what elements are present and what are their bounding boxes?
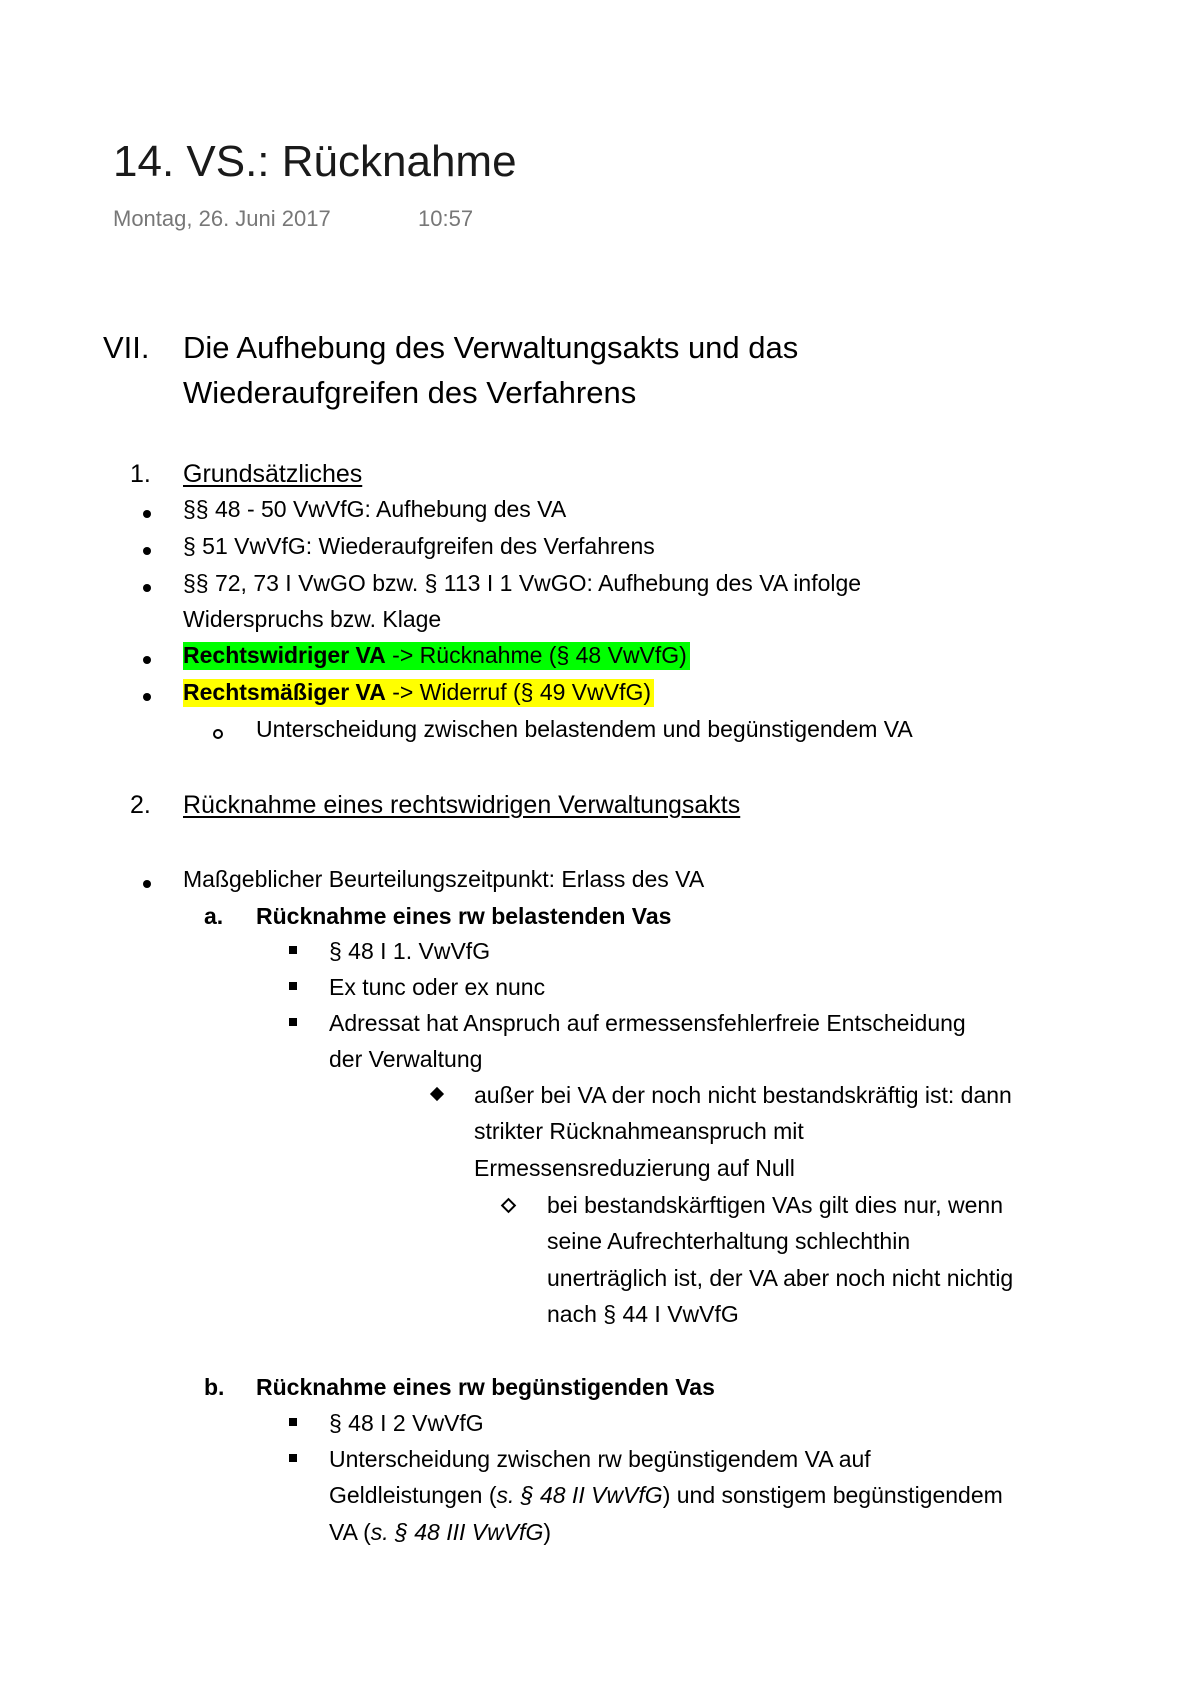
highlight-bold-label: Rechtswidriger VA <box>183 642 386 668</box>
list-item: § 48 I 2 VwVfG <box>329 1410 484 1436</box>
bullet-square-icon <box>289 1018 297 1026</box>
page-date: Montag, 26. Juni 2017 <box>113 206 331 231</box>
part1-heading: Grundsätzliches <box>183 460 363 488</box>
list-item: § 48 I 1. VwVfG <box>329 938 491 964</box>
bullet-dot-icon <box>143 693 151 701</box>
highlight-rechtswidrig <box>183 642 690 670</box>
list-item-continuation: Ermessensreduzierung auf Null <box>474 1155 795 1181</box>
list-item: §§ 72, 73 I VwGO bzw. § 113 I 1 VwGO: Aufhebung des VA infolge <box>183 570 862 596</box>
bullet-dot-icon <box>143 584 151 592</box>
part2-number: 2. <box>130 791 151 819</box>
list-item: § 51 VwVfG: Wiederaufgreifen des Verfahrens <box>183 533 655 559</box>
citation-italic: s. § 48 II VwVfG <box>496 1482 663 1508</box>
section-title-line1: Die Aufhebung des Verwaltungsakts und das <box>183 330 799 365</box>
bullet-dot-icon <box>143 656 151 664</box>
list-item: Unterscheidung zwischen rw begünstigendem VA auf <box>329 1446 871 1472</box>
list-item-continuation: nach § 44 I VwVfG <box>547 1301 739 1327</box>
bullet-diamond-icon <box>430 1087 444 1101</box>
list-item-continuation <box>329 1519 551 1547</box>
list-item: Maßgeblicher Beurteilungszeitpunkt: Erlass des VA <box>183 866 705 892</box>
bullet-square-icon <box>289 946 297 954</box>
highlight-rechtsmaessig <box>183 679 654 707</box>
bullet-diamond-outline-icon <box>501 1198 517 1214</box>
subsection-b-heading: Rücknahme eines rw begünstigenden Vas <box>256 1374 715 1400</box>
list-item: Ex tunc oder ex nunc <box>329 974 546 1000</box>
bullet-circle-icon <box>213 729 223 739</box>
list-item-continuation <box>329 1482 1003 1510</box>
text-segment: ) <box>543 1519 552 1545</box>
highlight-bold-label: Rechtsmäßiger VA <box>183 679 386 705</box>
list-item-continuation: der Verwaltung <box>329 1046 483 1072</box>
list-item: §§ 48 - 50 VwVfG: Aufhebung des VA <box>183 496 567 522</box>
bullet-dot-icon <box>143 510 151 518</box>
page-time: 10:57 <box>418 206 474 231</box>
list-item-continuation: seine Aufrechterhaltung schlechthin <box>547 1228 911 1254</box>
text-segment: ) und sonstigem begünstigendem <box>662 1482 1003 1508</box>
part2-heading: Rücknahme eines rechtswidrigen Verwaltungsakts <box>183 791 741 819</box>
bullet-square-icon <box>289 1454 297 1462</box>
list-item-continuation: unerträglich ist, der VA aber noch nicht nichtig <box>547 1265 1014 1291</box>
page-title: 14. VS.: Rücknahme <box>113 137 517 186</box>
text-segment: Geldleistungen ( <box>329 1482 497 1508</box>
list-item: bei bestandskärftigen VAs gilt dies nur, wenn <box>547 1192 1004 1218</box>
list-item-continuation: strikter Rücknahmeanspruch mit <box>474 1118 804 1144</box>
text-segment: VA ( <box>329 1519 371 1545</box>
list-item: Adressat hat Anspruch auf ermessensfehlerfreie Entscheidung <box>329 1010 966 1036</box>
part1-number: 1. <box>130 460 151 488</box>
subsection-b-letter: b. <box>204 1374 225 1400</box>
list-item-continuation: Widerspruchs bzw. Klage <box>183 606 442 632</box>
highlight-rest: -> Widerruf (§ 49 VwVfG) <box>385 679 652 705</box>
subsection-a-heading: Rücknahme eines rw belastenden Vas <box>256 903 672 929</box>
bullet-dot-icon <box>143 547 151 555</box>
sub-list-item: Unterscheidung zwischen belastendem und begünstigendem VA <box>256 716 913 742</box>
section-number: VII. <box>103 330 150 365</box>
bullet-square-icon <box>289 982 297 990</box>
citation-italic: s. § 48 III VwVfG <box>370 1519 544 1545</box>
subsection-a-letter: a. <box>204 903 224 929</box>
highlight-rest: -> Rücknahme (§ 48 VwVfG) <box>385 642 687 668</box>
list-item: außer bei VA der noch nicht bestandskräftig ist: dann <box>474 1082 1012 1108</box>
bullet-dot-icon <box>143 880 151 888</box>
section-title-line2: Wiederaufgreifen des Verfahrens <box>183 375 637 410</box>
bullet-square-icon <box>289 1418 297 1426</box>
